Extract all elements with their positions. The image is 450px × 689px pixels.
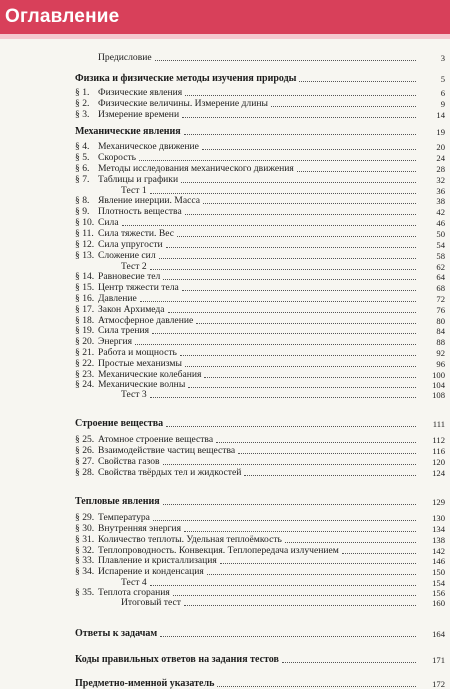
toc-entry — [75, 250, 445, 261]
section-number: § 8. — [75, 195, 90, 206]
toc-entry — [75, 152, 445, 163]
entry-title: Свойства твёрдых тел и жидкостей — [98, 467, 242, 478]
toc-entry — [75, 347, 445, 358]
toc-entry — [75, 336, 445, 347]
dot-leader — [271, 105, 416, 107]
page-number: 120 — [432, 457, 445, 467]
dot-leader — [150, 396, 416, 398]
toc-entry — [75, 566, 445, 577]
dot-leader — [168, 311, 416, 313]
page-number: 62 — [436, 262, 445, 272]
dot-leader — [238, 452, 416, 454]
section-number: § 1. — [75, 87, 90, 98]
toc-entry — [75, 271, 445, 282]
dot-leader — [184, 604, 416, 606]
section-number: § 4. — [75, 141, 90, 152]
toc-entry — [75, 654, 445, 665]
entry-title: Тест 3 — [121, 389, 147, 400]
header-stripe — [0, 34, 450, 39]
toc-entry — [75, 304, 445, 315]
dot-leader — [182, 289, 416, 291]
toc-entry — [75, 239, 445, 250]
dot-leader — [184, 133, 416, 135]
entry-title: Количество теплоты. Удельная теплоёмкость — [98, 534, 282, 545]
page-number: 164 — [432, 629, 445, 639]
entry-title: Измерение времени — [98, 109, 180, 120]
dot-leader — [160, 635, 416, 637]
dot-leader — [203, 202, 416, 204]
dot-leader — [184, 530, 416, 532]
dot-leader — [159, 257, 416, 259]
entry-title: Теплопроводность. Конвекция. Теплопередача излучением — [98, 545, 339, 556]
toc-entry — [75, 109, 445, 120]
entry-title: Атомное строение вещества — [98, 434, 214, 445]
toc-entry — [75, 555, 445, 566]
entry-title: Скорость — [98, 152, 137, 163]
toc-entry — [75, 434, 445, 445]
toc-entry — [75, 195, 445, 206]
entry-title: Физические величины. Измерение длины — [98, 98, 268, 109]
entry-title: Равновесие тел — [98, 271, 161, 282]
page-number: 50 — [436, 229, 445, 239]
section-number: § 18. — [75, 315, 95, 326]
section-number: § 6. — [75, 163, 90, 174]
dot-leader — [180, 354, 416, 356]
section-number: § 31. — [75, 534, 95, 545]
toc-entry — [75, 228, 445, 239]
page-number: 172 — [432, 679, 445, 689]
page-number: 19 — [436, 127, 445, 137]
page-number: 146 — [432, 556, 445, 566]
page-number: 104 — [432, 380, 445, 390]
dot-leader — [152, 332, 416, 334]
toc-entry — [75, 628, 445, 639]
section-number: § 22. — [75, 358, 95, 369]
section-number: § 17. — [75, 304, 95, 315]
section-number: § 29. — [75, 512, 95, 523]
dot-leader — [140, 300, 416, 302]
entry-title: Механические явления — [75, 126, 181, 137]
entry-title: Тепловые явления — [75, 496, 160, 507]
page-number: 20 — [436, 142, 445, 152]
toc-entry — [75, 87, 445, 98]
dot-leader — [185, 94, 416, 96]
entry-title: Тест 4 — [121, 577, 147, 588]
section-number: § 15. — [75, 282, 95, 293]
dot-leader — [185, 365, 416, 367]
page-number: 84 — [436, 326, 445, 336]
section-number: § 16. — [75, 293, 95, 304]
toc-entry — [75, 174, 445, 185]
toc-entry — [75, 496, 445, 507]
page-number: 80 — [436, 316, 445, 326]
dot-leader — [173, 594, 416, 596]
dot-leader — [163, 278, 416, 280]
toc-entry — [75, 73, 445, 84]
section-number: § 14. — [75, 271, 95, 282]
toc-entry — [75, 512, 445, 523]
entry-title: Физические явления — [98, 87, 183, 98]
section-number: § 24. — [75, 379, 95, 390]
page-number: 156 — [432, 588, 445, 598]
page-number: 160 — [432, 598, 445, 608]
dot-leader — [207, 573, 416, 575]
page-number: 6 — [440, 88, 445, 98]
page-number: 108 — [432, 390, 445, 400]
section-number: § 30. — [75, 523, 95, 534]
page-number: 9 — [440, 99, 445, 109]
page-number: 171 — [432, 655, 445, 665]
page-number: 28 — [436, 164, 445, 174]
entry-title: Явление инерции. Масса — [98, 195, 200, 206]
entry-title: Давление — [98, 293, 137, 304]
toc-entry — [75, 126, 445, 137]
section-number: § 13. — [75, 250, 95, 261]
page-number: 38 — [436, 196, 445, 206]
section-number: § 35. — [75, 587, 95, 598]
entry-title: Закон Архимеда — [98, 304, 165, 315]
entry-title: Свойства газов — [98, 456, 160, 467]
section-number: § 26. — [75, 445, 95, 456]
page-number: 129 — [432, 497, 445, 507]
page-number: 68 — [436, 283, 445, 293]
entry-title: Предметно-именной указатель — [75, 678, 215, 689]
page-number: 3 — [440, 53, 445, 63]
page-number: 46 — [436, 218, 445, 228]
dot-leader — [216, 441, 416, 443]
page-number: 88 — [436, 337, 445, 347]
page-title: Оглавление — [5, 6, 120, 27]
toc-entry — [75, 597, 445, 608]
entry-title: Тест 2 — [121, 261, 147, 272]
section-number: § 32. — [75, 545, 95, 556]
page-number: 32 — [436, 175, 445, 185]
entry-title: Итоговый тест — [121, 597, 181, 608]
page-number: 58 — [436, 251, 445, 261]
toc-entry — [75, 389, 445, 400]
entry-title: Атмосферное давление — [98, 315, 194, 326]
dot-leader — [285, 541, 416, 543]
toc-entry — [75, 418, 445, 429]
page-number: 72 — [436, 294, 445, 304]
entry-title: Центр тяжести тела — [98, 282, 179, 293]
entry-title: Физика и физические методы изучения природы — [75, 73, 297, 84]
page-number: 116 — [432, 446, 445, 456]
entry-title: Сложение сил — [98, 250, 156, 261]
toc-entry — [75, 98, 445, 109]
dot-leader — [122, 224, 416, 226]
toc-entry — [75, 282, 445, 293]
page-number: 14 — [436, 110, 445, 120]
entry-title: Работа и мощность — [98, 347, 177, 358]
entry-title: Предисловие — [98, 52, 152, 63]
section-number: § 19. — [75, 325, 95, 336]
page-number: 24 — [436, 153, 445, 163]
dot-leader — [181, 181, 416, 183]
page-number: 138 — [432, 535, 445, 545]
toc-entry — [75, 534, 445, 545]
dot-leader — [185, 213, 416, 215]
dot-leader — [163, 503, 416, 505]
dot-leader — [282, 661, 416, 663]
page-number: 124 — [432, 468, 445, 478]
dot-leader — [204, 376, 416, 378]
page-number: 5 — [440, 74, 445, 84]
entry-title: Теплота сгорания — [98, 587, 170, 598]
toc-entry — [75, 445, 445, 456]
entry-title: Внутренняя энергия — [98, 523, 181, 534]
section-number: § 33. — [75, 555, 95, 566]
toc-entry — [75, 52, 445, 63]
page-number: 54 — [436, 240, 445, 250]
entry-title: Строение вещества — [75, 418, 164, 429]
toc-entry — [75, 217, 445, 228]
section-number: § 25. — [75, 434, 95, 445]
section-number: § 34. — [75, 566, 95, 577]
toc-entry — [75, 293, 445, 304]
section-number: § 23. — [75, 369, 95, 380]
dot-leader — [297, 170, 416, 172]
toc-entry — [75, 163, 445, 174]
entry-title: Механические волны — [98, 379, 186, 390]
dot-leader — [150, 584, 416, 586]
dot-leader — [163, 463, 416, 465]
dot-leader — [166, 425, 416, 427]
entry-title: Механические колебания — [98, 369, 202, 380]
entry-title: Сила упругости — [98, 239, 163, 250]
section-number: § 28. — [75, 467, 95, 478]
page-number: 96 — [436, 359, 445, 369]
header-bar — [0, 0, 450, 34]
dot-leader — [299, 80, 416, 82]
entry-title: Температура — [98, 512, 150, 523]
entry-title: Простые механизмы — [98, 358, 182, 369]
entry-title: Плотность вещества — [98, 206, 182, 217]
page-number: 112 — [432, 435, 445, 445]
section-number: § 9. — [75, 206, 90, 217]
entry-title: Тест 1 — [121, 185, 147, 196]
entry-title: Плавление и кристаллизация — [98, 555, 217, 566]
dot-leader — [182, 116, 416, 118]
page-number: 154 — [432, 578, 445, 588]
entry-title: Таблицы и графики — [98, 174, 179, 185]
section-number: § 2. — [75, 98, 90, 109]
section-number: § 3. — [75, 109, 90, 120]
dot-leader — [155, 59, 416, 61]
dot-leader — [153, 519, 416, 521]
entry-title: Механическое движение — [98, 141, 199, 152]
entry-title: Методы исследования механического движения — [98, 163, 294, 174]
toc-entry — [75, 206, 445, 217]
section-number: § 5. — [75, 152, 90, 163]
toc-entry — [75, 325, 445, 336]
page-number: 76 — [436, 305, 445, 315]
dot-leader — [188, 386, 416, 388]
entry-title: Сила — [98, 217, 119, 228]
section-number: § 10. — [75, 217, 95, 228]
page-number: 130 — [432, 513, 445, 523]
dot-leader — [139, 159, 416, 161]
toc-entry — [75, 456, 445, 467]
dot-leader — [244, 474, 416, 476]
toc-entry — [75, 467, 445, 478]
dot-leader — [150, 192, 416, 194]
dot-leader — [220, 562, 416, 564]
page-number: 100 — [432, 370, 445, 380]
page-number: 36 — [436, 186, 445, 196]
section-number: § 7. — [75, 174, 90, 185]
section-number: § 20. — [75, 336, 95, 347]
dot-leader — [342, 552, 416, 554]
entry-title: Коды правильных ответов на задания тестов — [75, 654, 279, 665]
entry-title: Энергия — [98, 336, 133, 347]
section-number: § 21. — [75, 347, 95, 358]
page-number: 111 — [432, 419, 445, 429]
dot-leader — [202, 148, 416, 150]
section-number: § 27. — [75, 456, 95, 467]
dot-leader — [217, 685, 416, 687]
dot-leader — [135, 343, 416, 345]
toc-entry — [75, 141, 445, 152]
toc-entry — [75, 678, 445, 689]
section-number: § 11. — [75, 228, 94, 239]
page-number: 142 — [432, 546, 445, 556]
entry-title: Сила тяжести. Вес — [98, 228, 174, 239]
toc-entry — [75, 358, 445, 369]
page-number: 64 — [436, 272, 445, 282]
page-number: 42 — [436, 207, 445, 217]
entry-title: Сила трения — [98, 325, 150, 336]
entry-title: Ответы к задачам — [75, 628, 158, 639]
entry-title: Взаимодействие частиц вещества — [98, 445, 236, 456]
page-number: 92 — [436, 348, 445, 358]
dot-leader — [166, 246, 416, 248]
dot-leader — [177, 235, 416, 237]
toc-entry — [75, 523, 445, 534]
page-number: 150 — [432, 567, 445, 577]
entry-title: Испарение и конденсация — [98, 566, 204, 577]
page-number: 134 — [432, 524, 445, 534]
section-number: § 12. — [75, 239, 95, 250]
dot-leader — [196, 322, 416, 324]
dot-leader — [150, 268, 416, 270]
